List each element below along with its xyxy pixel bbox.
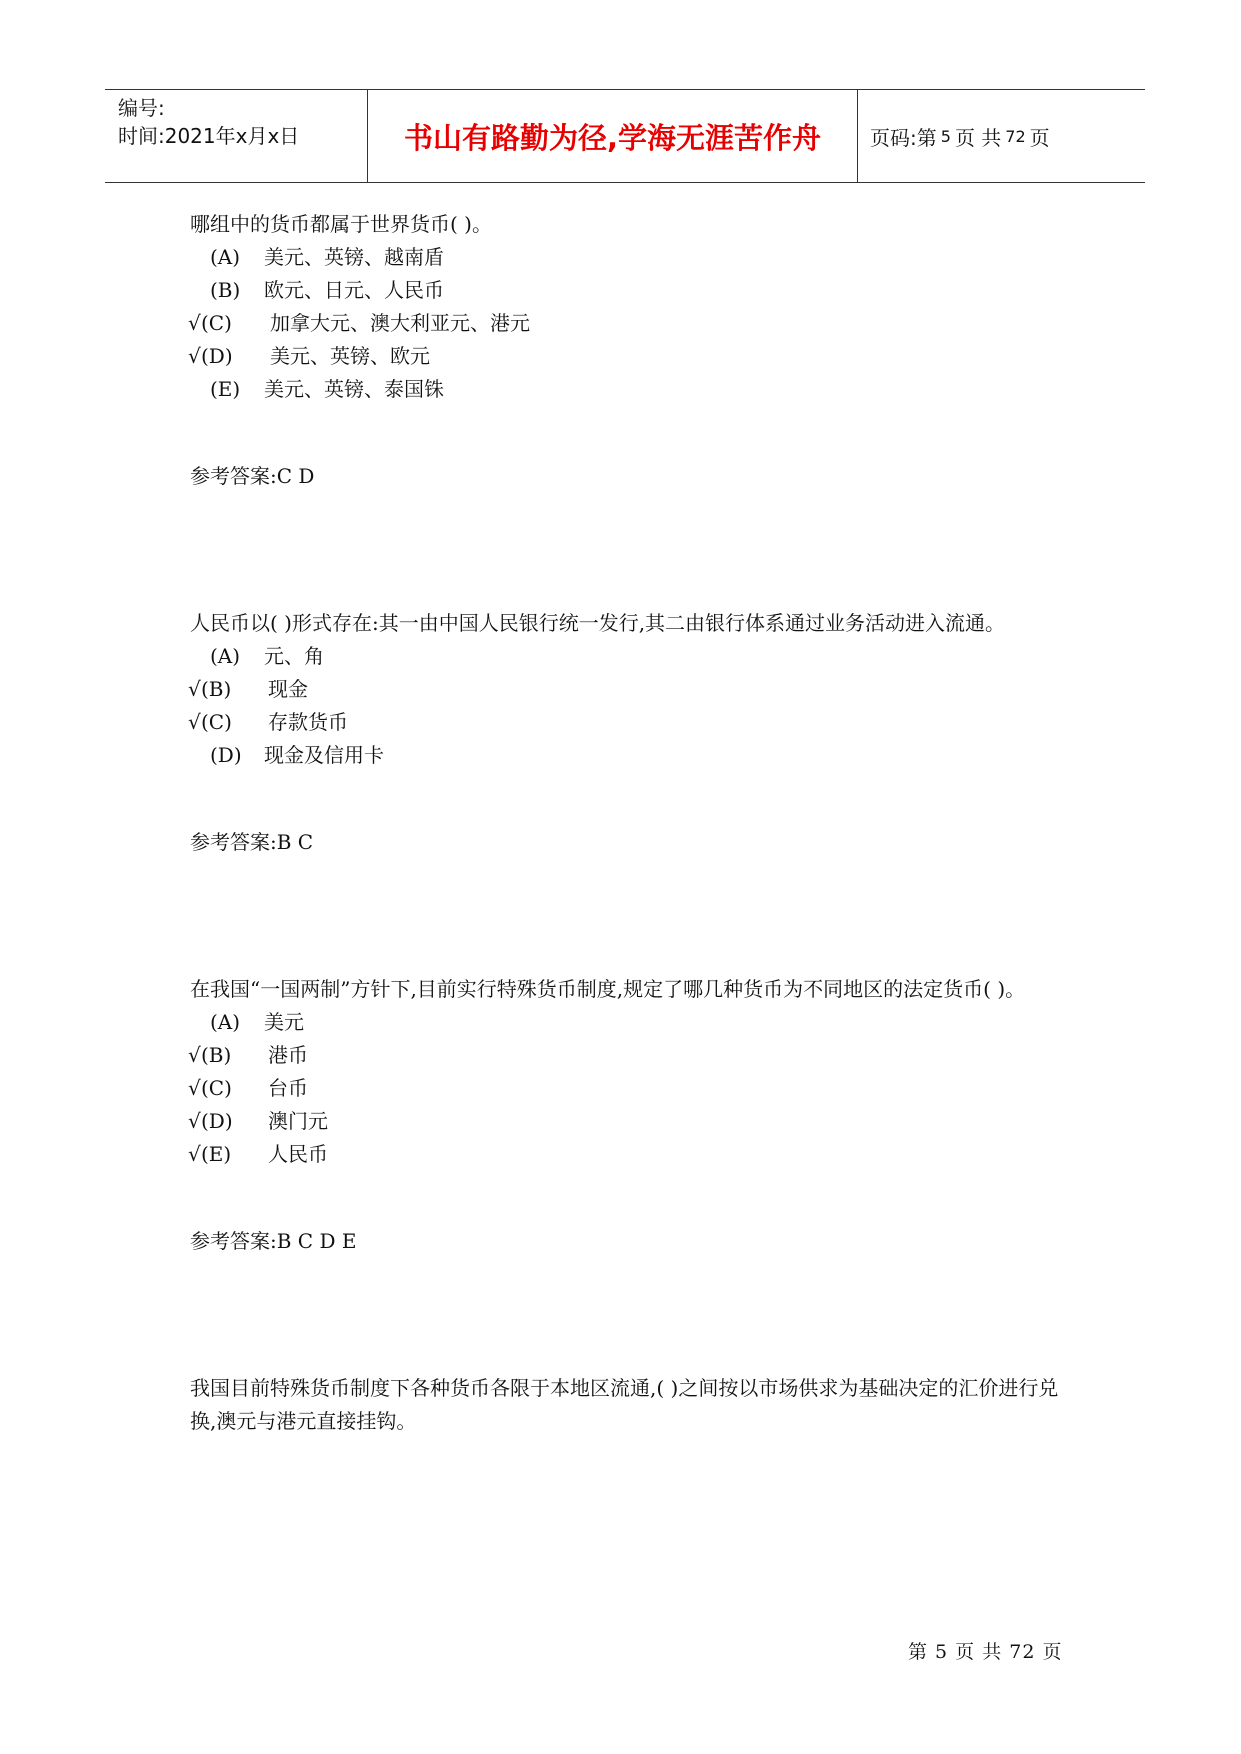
option-item xyxy=(190,340,1070,373)
correct-mark: √ xyxy=(188,311,201,335)
option-text: 现金 xyxy=(268,677,308,701)
option-item xyxy=(190,1138,1070,1171)
question-text: 在我国“一国两制”方针下,目前实行特殊货币制度,规定了哪几种货币为不同地区的法定货币( )。 xyxy=(190,977,1026,1001)
header-page-number xyxy=(858,90,1145,182)
questions-content xyxy=(190,208,1070,1438)
question-text: 人民币以( )形式存在:其一由中国人民银行统一发行,其二由银行体系通过业务活动进入流通。 xyxy=(190,611,1006,635)
question-block xyxy=(190,973,1070,1258)
page-current: 5 xyxy=(940,126,951,146)
question-block xyxy=(190,1372,1070,1438)
option-item xyxy=(190,241,1070,274)
option-text: 港币 xyxy=(268,1043,308,1067)
reference-answer: 参考答案:B C D E xyxy=(190,1229,357,1253)
correct-mark: √ xyxy=(188,1109,201,1133)
option-letter: (C) xyxy=(201,311,232,335)
option-text: 美元、英镑、泰国铢 xyxy=(264,377,444,401)
question-block xyxy=(190,208,1070,493)
option-text: 美元 xyxy=(264,1010,304,1034)
option-item xyxy=(190,1072,1070,1105)
correct-mark: √ xyxy=(188,344,201,368)
question-block xyxy=(190,607,1070,859)
correct-mark: √ xyxy=(188,710,201,734)
option-letter: (A) xyxy=(210,644,241,668)
option-letter: (D) xyxy=(201,344,233,368)
page-label-suffix: 页 xyxy=(1029,125,1050,150)
option-item xyxy=(190,307,1070,340)
option-item xyxy=(190,1105,1070,1138)
option-letter: (C) xyxy=(201,1076,232,1100)
page-label-mid: 页 共 xyxy=(954,125,1002,150)
option-letter: (C) xyxy=(201,710,232,734)
reference-answer: 参考答案:C D xyxy=(190,464,315,488)
correct-mark: √ xyxy=(188,1142,201,1166)
option-text: 现金及信用卡 xyxy=(264,743,384,767)
option-item xyxy=(190,1006,1070,1039)
option-text: 加拿大元、澳大利亚元、港元 xyxy=(270,311,530,335)
time-label: 时间:2021年x月x日 xyxy=(118,124,300,148)
option-item xyxy=(190,274,1070,307)
option-text: 元、角 xyxy=(264,644,324,668)
option-letter: (B) xyxy=(210,278,241,302)
page-label-prefix: 页码:第 xyxy=(870,125,937,150)
option-item xyxy=(190,739,1070,772)
correct-mark: √ xyxy=(188,1043,201,1067)
header-meta xyxy=(105,90,368,182)
option-letter: (E) xyxy=(210,377,241,401)
option-letter: (D) xyxy=(210,743,242,767)
option-item xyxy=(190,706,1070,739)
option-text: 澳门元 xyxy=(268,1109,328,1133)
option-letter: (D) xyxy=(201,1109,233,1133)
reference-answer: 参考答案:B C xyxy=(190,830,314,854)
correct-mark: √ xyxy=(188,1076,201,1100)
correct-mark: √ xyxy=(188,677,201,701)
option-text: 台币 xyxy=(268,1076,308,1100)
header-motto: 书山有路勤为径,学海无涯苦作舟 xyxy=(368,90,858,182)
page-footer: 第 5 页 共 72 页 xyxy=(908,1641,1063,1663)
option-letter: (E) xyxy=(201,1142,232,1166)
option-text: 美元、英镑、越南盾 xyxy=(264,245,444,269)
option-letter: (B) xyxy=(201,677,232,701)
page-total: 72 xyxy=(1005,126,1026,146)
option-text: 存款货币 xyxy=(268,710,348,734)
option-item xyxy=(190,640,1070,673)
question-text: 哪组中的货币都属于世界货币( )。 xyxy=(190,212,492,236)
option-item xyxy=(190,673,1070,706)
option-letter: (A) xyxy=(210,245,241,269)
option-text: 欧元、日元、人民币 xyxy=(264,278,444,302)
option-item xyxy=(190,373,1070,406)
option-text: 美元、英镑、欧元 xyxy=(270,344,430,368)
option-text: 人民币 xyxy=(268,1142,328,1166)
option-letter: (A) xyxy=(210,1010,241,1034)
option-letter: (B) xyxy=(201,1043,232,1067)
number-label: 编号: xyxy=(118,96,165,120)
page-header xyxy=(105,89,1145,183)
option-item xyxy=(190,1039,1070,1072)
question-text: 我国目前特殊货币制度下各种货币各限于本地区流通,( )之间按以市场供求为基础决定的汇价进行兑换,澳元与港元直接挂钩。 xyxy=(190,1376,1059,1433)
